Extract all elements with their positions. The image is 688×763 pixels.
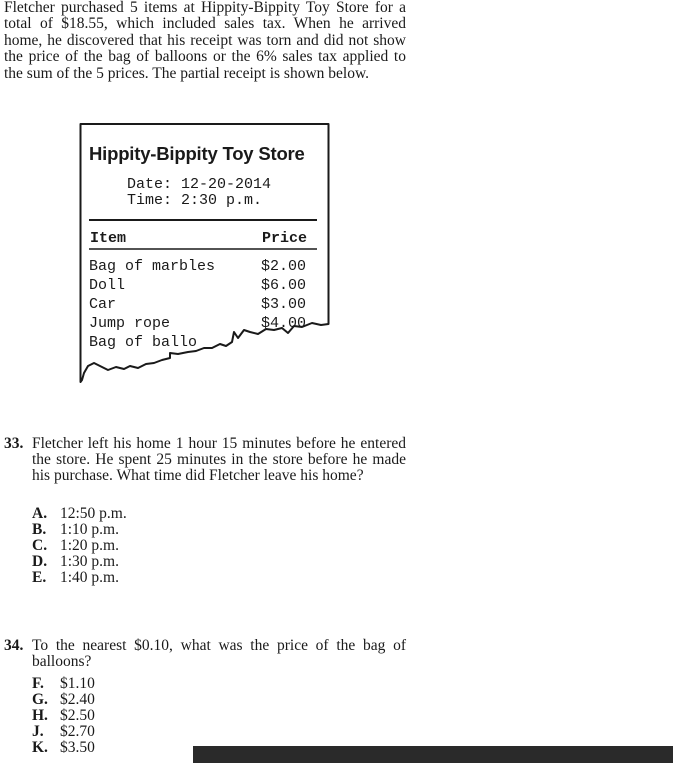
answer-choice[interactable] bbox=[32, 708, 95, 724]
choice-letter: J. bbox=[32, 723, 44, 740]
question-33 bbox=[4, 436, 406, 484]
choice-letter: H. bbox=[32, 707, 48, 724]
choice-text: 1:20 p.m. bbox=[60, 537, 119, 554]
choice-text: 1:40 p.m. bbox=[60, 569, 119, 586]
question-number: 33. bbox=[4, 435, 24, 452]
answer-choice[interactable] bbox=[32, 538, 119, 554]
receipt-date: Date: 12-20-2014 bbox=[127, 176, 272, 193]
receipt-item-price: $3.00 bbox=[261, 296, 307, 313]
question-stem: Fletcher left his home 1 hour 15 minutes before he entered the store. He spent 25 minutes in the store before he made his purchase. What time did Fletcher leave his home? bbox=[32, 435, 406, 484]
choice-letter: A. bbox=[32, 505, 48, 522]
receipt-row bbox=[89, 277, 311, 296]
receipt-col-item: Item bbox=[90, 230, 127, 247]
receipt-item-price: $6.00 bbox=[261, 277, 307, 294]
bottom-dark-bar bbox=[193, 746, 673, 763]
receipt-item-name: Bag of ballo bbox=[89, 334, 198, 351]
receipt-item-name: Jump rope bbox=[89, 315, 171, 332]
receipt-row bbox=[89, 296, 311, 315]
answer-choice[interactable] bbox=[32, 554, 119, 570]
choice-text: $2.40 bbox=[60, 691, 95, 708]
choice-letter: G. bbox=[32, 691, 48, 708]
receipt-store-name: Hippity-Bippity Toy Store bbox=[89, 143, 305, 164]
answer-choice[interactable] bbox=[32, 740, 95, 756]
choice-text: $2.50 bbox=[60, 707, 95, 724]
receipt-row bbox=[89, 334, 311, 353]
answer-choice[interactable] bbox=[32, 692, 95, 708]
receipt-item-price: $4.00 bbox=[261, 315, 307, 332]
receipt-item-price: $2.00 bbox=[261, 258, 307, 275]
choice-text: $1.10 bbox=[60, 675, 95, 692]
receipt-item-name: Car bbox=[89, 296, 117, 313]
answer-choice[interactable] bbox=[32, 676, 95, 692]
choice-letter: C. bbox=[32, 537, 48, 554]
receipt-col-price: Price bbox=[262, 230, 308, 247]
receipt-row bbox=[89, 258, 311, 277]
answer-choice[interactable] bbox=[32, 724, 95, 740]
choice-letter: E. bbox=[32, 569, 47, 586]
receipt-item-name: Doll bbox=[89, 277, 126, 294]
intro-paragraph: Fletcher purchased 5 items at Hippity-Bippity Toy Store for a total of $18.55, which included sales tax. When he arrived home, he discovered that his receipt was torn and did not show the price of the bag of balloons or the 6% sales tax applied to the sum of the 5 prices. The partial receipt is shown below. bbox=[4, 0, 406, 82]
choice-letter: D. bbox=[32, 553, 48, 570]
choice-text: $2.70 bbox=[60, 723, 95, 740]
choice-text: $3.50 bbox=[60, 739, 95, 756]
answer-choice[interactable] bbox=[32, 522, 119, 538]
choice-text: 12:50 p.m. bbox=[60, 505, 127, 522]
question-number: 34. bbox=[4, 637, 24, 654]
choice-letter: F. bbox=[32, 675, 44, 692]
question-34 bbox=[4, 638, 406, 670]
receipt-time: Time: 2:30 p.m. bbox=[127, 192, 263, 209]
choice-text: 1:10 p.m. bbox=[60, 521, 119, 538]
receipt-item-name: Bag of marbles bbox=[89, 258, 216, 275]
receipt-row bbox=[89, 315, 311, 334]
answer-choice[interactable] bbox=[32, 506, 127, 522]
answer-choice[interactable] bbox=[32, 570, 119, 586]
choice-text: 1:30 p.m. bbox=[60, 553, 119, 570]
question-stem: To the nearest $0.10, what was the price of the bag of balloons? bbox=[32, 637, 406, 670]
choice-letter: K. bbox=[32, 739, 48, 756]
choice-letter: B. bbox=[32, 521, 47, 538]
